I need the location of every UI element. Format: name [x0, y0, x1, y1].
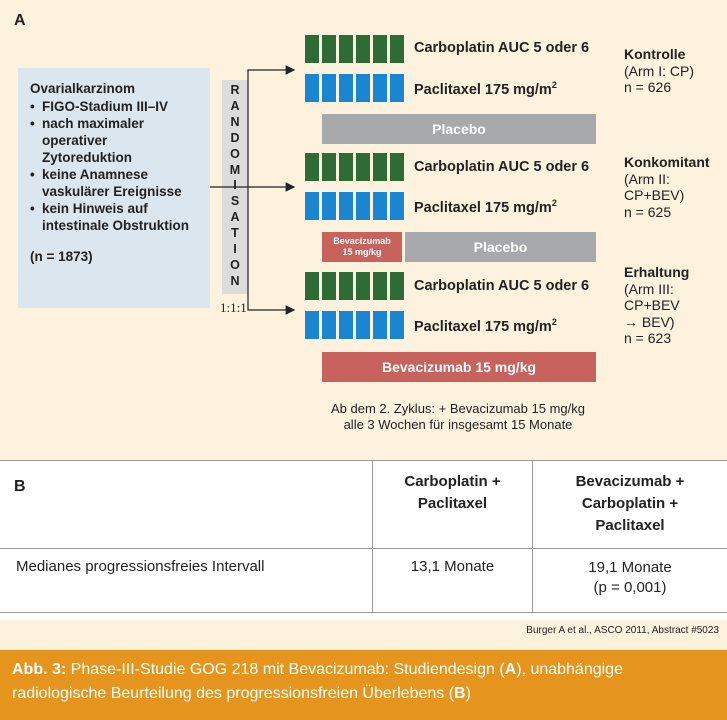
column-header-cp: Carboplatin + Paclitaxel — [404, 473, 501, 512]
carboplatin-label-arm3: Carboplatin AUC 5 oder 6 — [414, 278, 590, 294]
arm-label-control: Kontrolle (Arm I: CP) n = 626 — [624, 46, 694, 95]
randomisation-letter: O — [230, 146, 240, 161]
population-title: Ovarialkarzinom — [30, 81, 136, 96]
randomisation-letter: A — [230, 98, 240, 113]
randomisation-letter: I — [233, 242, 237, 257]
panel-a-label: A — [14, 12, 26, 29]
criterion-item: • keine Anamnese vaskulärer Ereignisse — [30, 166, 200, 200]
carboplatin-label-arm2: Carboplatin AUC 5 oder 6 — [414, 159, 590, 175]
bevacizumab-maintenance-bar: Bevacizumab 15 mg/kg — [322, 352, 596, 382]
figure-caption: Abb. 3: Phase-III-Studie GOG 218 mit Bevacizumab: Studiendesign (A), unabhängige radiologische Beurteilung des progressionsfreien Überlebens (B) — [0, 650, 727, 720]
pfs-value-cp: 13,1 Monate — [410, 558, 495, 575]
carboplatin-cycles-arm1 — [305, 35, 404, 63]
paclitaxel-label-arm3: Paclitaxel 175 $mg/m^2$ — [414, 317, 557, 335]
arm-label-maintenance: Erhaltung (Arm III: CP+BEV → BEV) n = 623 — [624, 264, 690, 346]
randomisation-letter: O — [230, 257, 240, 272]
results-table — [0, 460, 727, 620]
randomisation-letter: R — [230, 83, 240, 97]
randomisation-letter: A — [230, 210, 240, 225]
criterion-item: • FIGO-Stadium III–IV — [30, 98, 200, 115]
randomisation-letter: N — [230, 273, 240, 288]
inclusion-criteria-list — [30, 98, 200, 234]
paclitaxel-label-arm2: Paclitaxel 175 $mg/m^2$ — [414, 198, 557, 216]
randomisation-letter: I — [233, 178, 237, 193]
population-box — [18, 68, 210, 308]
criterion-item: • nach maximaler operativer Zytoreduktion — [30, 115, 200, 166]
bevacizumab-concomitant-bar: Bevacizumab 15 mg/kg — [322, 232, 402, 262]
paclitaxel-label-arm1: Paclitaxel 175 $mg/m^2$ — [414, 80, 557, 98]
criterion-item: • kein Hinweis auf intestinale Obstruktion — [30, 200, 200, 234]
panel-b-label: B — [14, 478, 26, 495]
arrow-arm-3 — [248, 187, 294, 310]
arrow-arm-1 — [248, 70, 294, 187]
arm-label-concomitant: Konkomitant (Arm II: CP+BEV) n = 625 — [624, 154, 710, 220]
dosing-footnote: Ab dem 2. Zyklus: + Bevacizumab 15 mg/kg alle 3 Wochen für insgesamt 15 Monate — [331, 401, 585, 432]
placebo-bar-arm1: Placebo — [322, 114, 596, 144]
paclitaxel-cycles-arm3 — [305, 311, 404, 339]
randomisation-letter: M — [229, 162, 241, 177]
column-header-bev-cp: Bevacizumab + Carboplatin + Paclitaxel — [575, 473, 685, 534]
citation: Burger A et al., ASCO 2011, Abstract #5023 — [526, 625, 719, 636]
carboplatin-cycles-arm3 — [305, 272, 404, 300]
carboplatin-cycles-arm2 — [305, 153, 404, 181]
paclitaxel-cycles-arm1 — [305, 74, 404, 102]
population-n: (n = 1873) — [30, 249, 93, 264]
randomisation-letter: T — [231, 226, 239, 241]
randomisation-arrows — [208, 60, 298, 320]
pfs-value-bev-cp: 19,1 Monate (p = 0,001) — [588, 559, 672, 596]
paclitaxel-cycles-arm2 — [305, 192, 404, 220]
carboplatin-label-arm1: Carboplatin AUC 5 oder 6 — [414, 40, 590, 56]
randomisation-letter: S — [230, 194, 240, 209]
placebo-bar-arm2: Placebo — [405, 232, 596, 262]
randomisation-letter: D — [230, 130, 240, 145]
randomisation-ratio: 1:1:1 — [220, 300, 247, 315]
row-label-pfs: Medianes progressionsfreies Intervall — [16, 558, 265, 575]
randomisation-letter: N — [230, 114, 240, 129]
